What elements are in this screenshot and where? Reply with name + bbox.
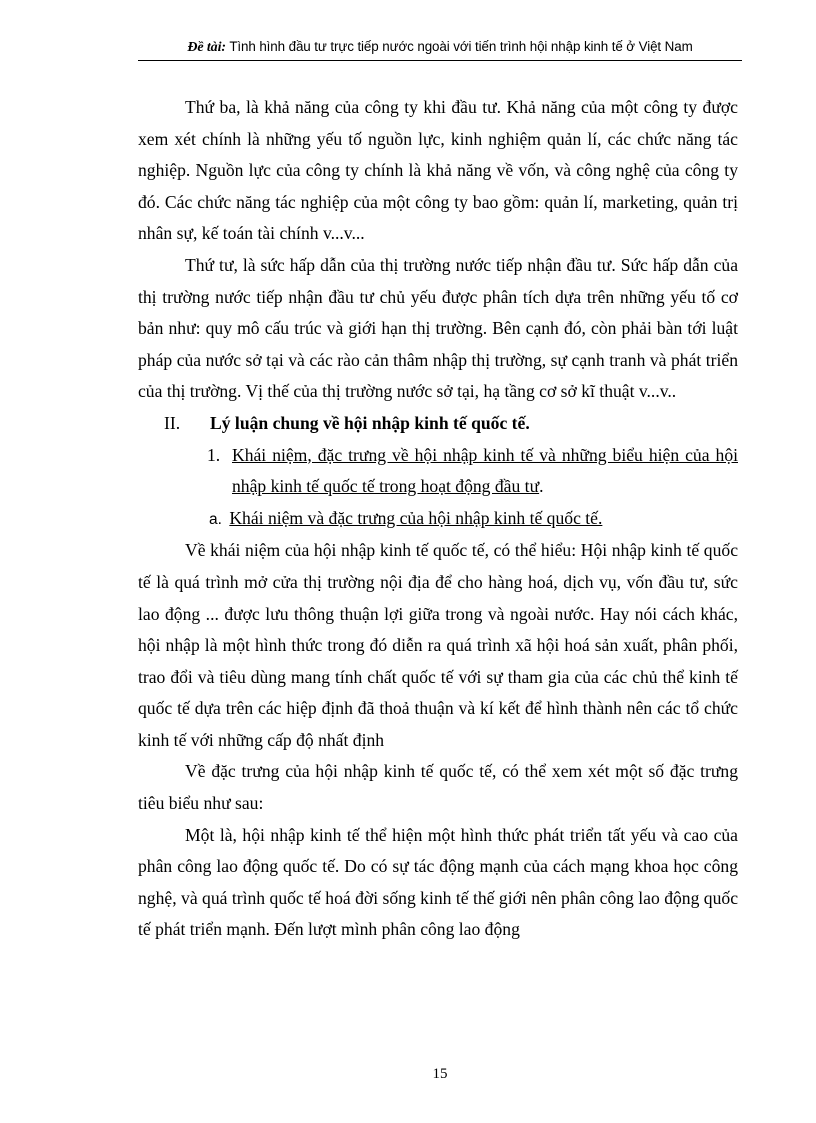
paragraph-thu-ba: Thứ ba, là khả năng của công ty khi đầu tư. Khả năng của một công ty được xem xét chính là những yếu tố nguồn lực, kinh nghiệm quản lí, các chức năng tác nghiệp. Nguồn lực của công ty chính là khả năng về vốn, và công nghệ của công ty đó. Các chức năng tác nghiệp của một công ty bao gồm: quản lí, marketing, quản trị nhân sự, kế toán tài chính v...v... xyxy=(138,97,738,244)
subsubsection-number: a. xyxy=(209,510,222,528)
subsection-period: . xyxy=(539,476,544,497)
subsubsection-title: Khái niệm và đặc trưng của hội nhập kinh tế quốc tế. xyxy=(229,507,603,528)
page-body xyxy=(138,92,738,946)
page-number: 15 xyxy=(432,1066,448,1082)
subsection-title-wrap xyxy=(232,440,738,503)
paragraph-mot-la: Một là, hội nhập kinh tế thể hiện một hình thức phát triển tất yếu và cao của phân công lao động quốc tế. Do có sự tác động mạnh của cách mạng khoa học công nghệ, và quá trình quốc tế hoá đời sống kinh tế thế giới nên phân công lao động quốc tế phát triển mạnh. Đến lượt mình phân công lao động xyxy=(138,824,738,940)
section-number: II. xyxy=(164,412,181,433)
paragraph-khai-niem: Về khái niệm của hội nhập kinh tế quốc tế, có thể hiểu: Hội nhập kinh tế quốc tế là quá trình mở cửa thị trường nội địa để cho hàng hoá, dịch vụ, vốn đầu tư, sức lao động ... được lưu thông thuận lợi giữa trong và ngoài nước. Hay nói cách khác, hội nhập là một hình thức trong đó diễn ra quá trình xã hội hoá sản xuất, phân phối, trao đổi và tiêu dùng mang tính chất quốc tế với sự tham gia của các chủ thể kinh tế quốc tế dựa trên các hiệp định đã thoả thuận và kí kết để hình thành nên các tổ chức kinh tế với những cấp độ nhất định xyxy=(138,540,738,750)
subsection-number: 1. xyxy=(207,444,221,465)
header-title: Tình hình đầu tư trực tiếp nước ngoài với tiến trình hội nhập kinh tế ở Việt Nam xyxy=(225,39,693,54)
section-heading xyxy=(138,408,738,440)
subsection-title: Khái niệm, đặc trưng về hội nhập kinh tế và những biểu hiện của hội nhập kinh tế quốc tế trong hoạt động đầu tư xyxy=(232,444,738,497)
section-title: Lý luận chung về hội nhập kinh tế quốc tế. xyxy=(210,412,530,433)
paragraph-dac-trung: Về đặc trưng của hội nhập kinh tế quốc tế, có thể xem xét một số đặc trưng tiêu biểu như sau: xyxy=(138,761,738,814)
subsubsection-heading xyxy=(138,503,738,536)
paragraph-thu-tu: Thứ tư, là sức hấp dẫn của thị trường nước tiếp nhận đầu tư. Sức hấp dẫn của thị trường nước tiếp nhận đầu tư chủ yếu được phân tích dựa trên những yếu tố cơ bản như: quy mô cấu trúc và giới hạn thị trường. Bên cạnh đó, còn phải bàn tới luật pháp của nước sở tại và các rào cản thâm nhập thị trường, sự cạnh tranh và phát triển của thị trường. Vị thế của thị trường nước sở tại, hạ tầng cơ sở kĩ thuật v...v.. xyxy=(138,254,738,402)
header-rule xyxy=(138,60,742,61)
header-label: Đề tài: xyxy=(187,40,226,55)
running-header xyxy=(138,38,742,57)
subsection-heading xyxy=(138,440,738,503)
